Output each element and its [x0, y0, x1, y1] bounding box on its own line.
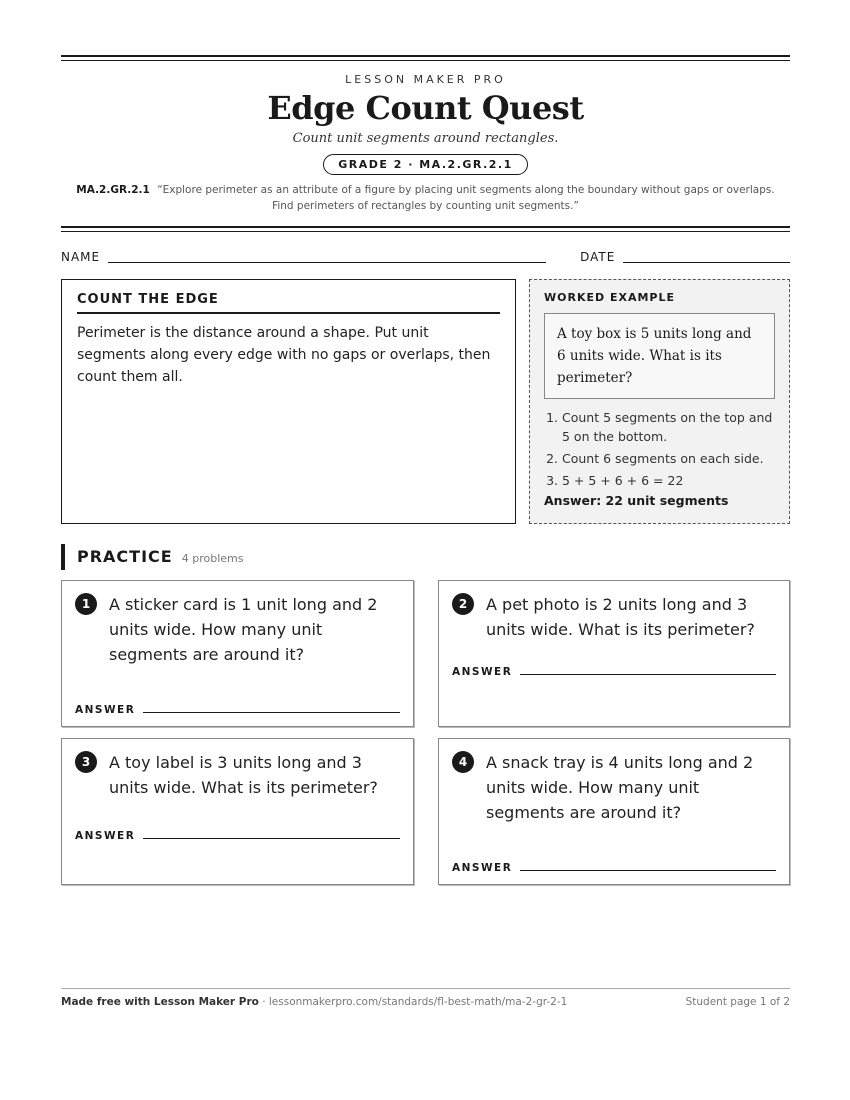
problem-question — [452, 592, 776, 642]
worksheet-page — [61, 55, 790, 885]
problem-question — [75, 592, 400, 667]
answer-field[interactable] — [520, 674, 776, 675]
practice-heading — [61, 544, 790, 570]
answer-field[interactable] — [520, 870, 776, 871]
problem-text: A toy label is 3 units long and 3 units wide. What is its perimeter? — [109, 753, 378, 797]
practice-title: PRACTICE — [77, 547, 173, 566]
name-field[interactable] — [108, 261, 546, 263]
worked-example-step: 3. 5 + 5 + 6 + 6 = 22 — [562, 471, 775, 490]
count-the-edge-box — [61, 279, 516, 524]
answer-label: ANSWER — [452, 862, 513, 874]
worked-example-step: 1. Count 5 segments on the top and 5 on the bottom. — [562, 408, 775, 446]
name-date-bar — [61, 250, 790, 265]
footer-credit — [61, 996, 567, 1008]
grade-badge: GRADE 2 · MA.2.GR.2.1 — [323, 154, 528, 175]
answer-label: ANSWER — [75, 704, 136, 716]
answer-row — [452, 862, 776, 874]
answer-row — [75, 830, 400, 842]
date-field[interactable] — [623, 261, 790, 263]
answer-row — [452, 666, 776, 678]
standard-code: MA.2.GR.2.1 — [76, 184, 150, 196]
standard-description — [75, 182, 776, 214]
page-subtitle: Count unit segments around rectangles. — [292, 131, 559, 146]
name-label: NAME — [61, 250, 101, 264]
problem-card-4 — [438, 738, 790, 885]
header — [61, 61, 790, 214]
problem-card-3 — [61, 738, 414, 885]
practice-count: 4 problems — [181, 552, 244, 565]
problem-number-badge: 3 — [75, 751, 97, 773]
count-box-title: COUNT THE EDGE — [77, 292, 500, 314]
problem-text: A snack tray is 4 units long and 2 units wide. How many unit segments are around it? — [486, 753, 754, 822]
footer-page-number: Student page 1 of 2 — [685, 996, 790, 1008]
answer-row — [75, 704, 400, 716]
problem-text: A pet photo is 2 units long and 3 units wide. What is its perimeter? — [486, 595, 755, 639]
answer-field[interactable] — [143, 838, 400, 839]
worked-example-steps — [544, 408, 775, 490]
worked-example-problem: A toy box is 5 units long and 6 units wide. What is its perimeter? — [544, 313, 775, 399]
problem-question — [75, 750, 400, 800]
header-bottom-rule — [61, 226, 790, 232]
problem-number-badge: 4 — [452, 751, 474, 773]
brand-label: LESSON MAKER PRO — [345, 73, 506, 86]
practice-grid — [61, 580, 790, 885]
problem-number-badge: 2 — [452, 593, 474, 615]
page-title: Edge Count Quest — [267, 89, 584, 127]
answer-field[interactable] — [143, 712, 400, 713]
problem-number-badge: 1 — [75, 593, 97, 615]
worked-example-answer: Answer: 22 unit segments — [544, 493, 729, 508]
answer-label: ANSWER — [452, 666, 513, 678]
problem-card-1 — [61, 580, 414, 727]
answer-label: ANSWER — [75, 830, 136, 842]
worked-example-step: 2. Count 6 segments on each side. — [562, 449, 775, 468]
page-footer — [61, 988, 790, 1008]
problem-text: A sticker card is 1 unit long and 2 units wide. How many unit segments are around it? — [109, 595, 378, 664]
footer-made-with: Made free with Lesson Maker Pro — [61, 996, 259, 1008]
count-box-text: Perimeter is the distance around a shape. Put unit segments along every edge with no gaps or overlaps, then count them all. — [77, 325, 491, 385]
problem-question — [452, 750, 776, 825]
problem-card-2 — [438, 580, 790, 727]
standard-text: “Explore perimeter as an attribute of a figure by placing unit segments along the boundary without gaps or overlaps. Find perimeters of rectangles by counting unit segments.” — [157, 184, 775, 212]
intro-row — [61, 279, 790, 524]
worked-example-box — [529, 279, 790, 524]
worked-example-title: WORKED EXAMPLE — [544, 291, 675, 304]
date-label: DATE — [580, 250, 616, 264]
footer-url[interactable]: · lessonmakerpro.com/standards/fl-best-math/ma-2-gr-2-1 — [258, 996, 568, 1008]
